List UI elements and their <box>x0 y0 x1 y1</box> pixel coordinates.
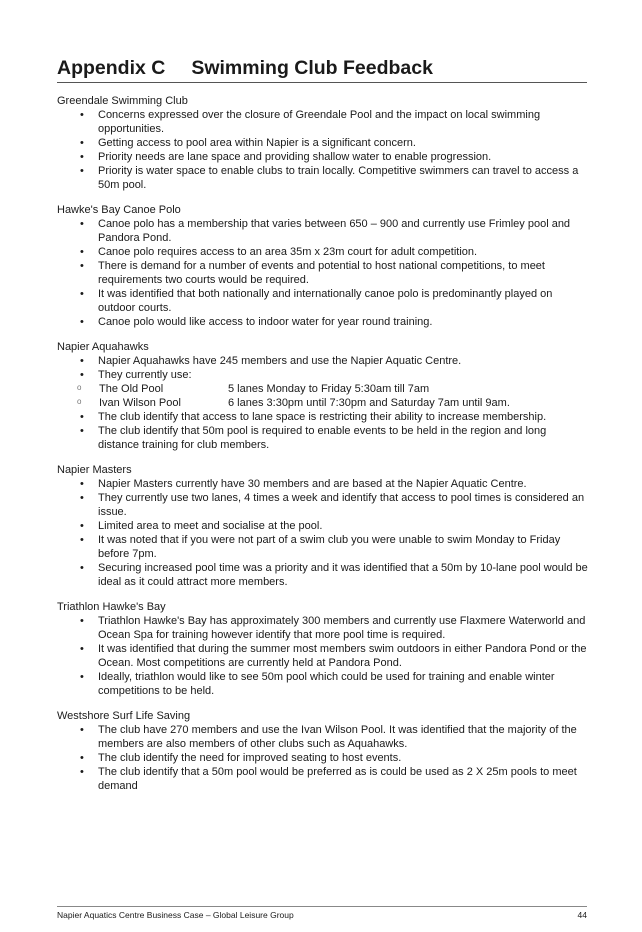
section-title: Hawke's Bay Canoe Polo <box>57 204 181 216</box>
section-title: Greendale Swimming Club <box>57 95 188 107</box>
page-footer <box>57 906 587 920</box>
sub-bullet-list <box>57 382 589 410</box>
bullet-item: • The club identify the need for improved seating to host events. <box>57 751 589 765</box>
bullet-item: • It was noted that if you were not part of a swim club you were unable to swim Monday to Friday before 7pm. <box>57 533 589 561</box>
section-triathlon <box>57 600 589 698</box>
bullet-item: • They currently use two lanes, 4 times a week and identify that access to pool times is considered an issue. <box>57 491 589 519</box>
pool-name: o Ivan Wilson Pool <box>99 397 181 409</box>
section-masters <box>57 463 589 589</box>
bullet-item: • Getting access to pool area within Napier is a significant concern. <box>57 136 589 150</box>
section-westshore <box>57 709 589 793</box>
bullet-list <box>57 354 589 382</box>
appendix-label: Appendix C <box>57 57 166 79</box>
bullet-item: • Limited area to meet and socialise at the pool. <box>57 519 589 533</box>
bullet-list <box>57 108 589 192</box>
appendix-title: Swimming Club Feedback <box>191 57 433 79</box>
bullet-item: • Triathlon Hawke's Bay has approximately 300 members and currently use Flaxmere Waterworld and Ocean Spa for training however identify that more pool time is required. <box>57 614 589 642</box>
sub-bullet-item <box>57 396 589 410</box>
bullet-item: • Canoe polo requires access to an area 35m x 23m court for adult competition. <box>57 245 589 259</box>
feedback-content <box>57 94 589 804</box>
bullet-item: • Ideally, triathlon would like to see 50m pool which could be used for training and enable winter competitions to be held. <box>57 670 589 698</box>
bullet-item: • The club identify that access to lane space is restricting their ability to increase membership. <box>57 410 589 424</box>
pool-schedule: 6 lanes 3:30pm until 7:30pm and Saturday 7am until 9am. <box>228 397 510 409</box>
bullet-item: • The club have 270 members and use the Ivan Wilson Pool. It was identified that the majority of the members are also members of other clubs such as Aquahawks. <box>57 723 589 751</box>
bullet-list <box>57 614 589 698</box>
bullet-item: • Canoe polo would like access to indoor water for year round training. <box>57 315 589 329</box>
bullet-list <box>57 723 589 793</box>
bullet-item: • Canoe polo has a membership that varies between 650 – 900 and currently use Frimley pool and Pandora Pond. <box>57 217 589 245</box>
bullet-item: • It was identified that both nationally and internationally canoe polo is predominantly played on outdoor courts. <box>57 287 589 315</box>
bullet-list <box>57 217 589 329</box>
bullet-item: • Priority needs are lane space and providing shallow water to enable progression. <box>57 150 589 164</box>
bullet-item: • Securing increased pool time was a priority and it was identified that a 50m by 10-lane pool would be ideal as it could attract more members. <box>57 561 589 589</box>
bullet-item: • There is demand for a number of events and potential to host national competitions, to meet requirements two courts would be required. <box>57 259 589 287</box>
bullet-list <box>57 477 589 589</box>
bullet-item: • Concerns expressed over the closure of Greendale Pool and the impact on local swimming opportunities. <box>57 108 589 136</box>
section-aquahawks <box>57 340 589 452</box>
sub-bullet-item <box>57 382 589 396</box>
bullet-item: • It was identified that during the summer most members swim outdoors in either Pandora Pond or the Ocean. Most competitions are currently held at Pandora Pond. <box>57 642 589 670</box>
section-title: Napier Aquahawks <box>57 341 149 353</box>
bullet-item: • Napier Masters currently have 30 members and are based at the Napier Aquatic Centre. <box>57 477 589 491</box>
bullet-item: • The club identify that a 50m pool would be preferred as is could be used as 2 X 25m pools to meet demand <box>57 765 589 793</box>
pool-name: o The Old Pool <box>99 383 164 395</box>
section-title: Westshore Surf Life Saving <box>57 710 191 722</box>
bullet-list <box>57 410 589 452</box>
bullet-item <box>57 368 589 382</box>
bullet-item: • Priority is water space to enable clubs to train locally. Competitive swimmers can travel to access a 50m pool. <box>57 164 589 192</box>
section-greendale <box>57 94 589 192</box>
pool-schedule: 5 lanes Monday to Friday 5:30am till 7am <box>228 383 430 395</box>
section-title: Napier Masters <box>57 464 132 476</box>
bullet-item: • Napier Aquahawks have 245 members and use the Napier Aquatic Centre. <box>57 354 589 368</box>
footer-text: Napier Aquatics Centre Business Case – Global Leisure Group <box>57 910 294 920</box>
section-canoe-polo <box>57 203 589 329</box>
bullet-text: They currently use: <box>98 369 192 381</box>
appendix-heading <box>57 56 587 83</box>
page-number: 44 <box>577 910 587 920</box>
bullet-item: • The club identify that 50m pool is required to enable events to be held in the region and long distance training for club members. <box>57 424 589 452</box>
section-title: Triathlon Hawke's Bay <box>57 601 166 613</box>
